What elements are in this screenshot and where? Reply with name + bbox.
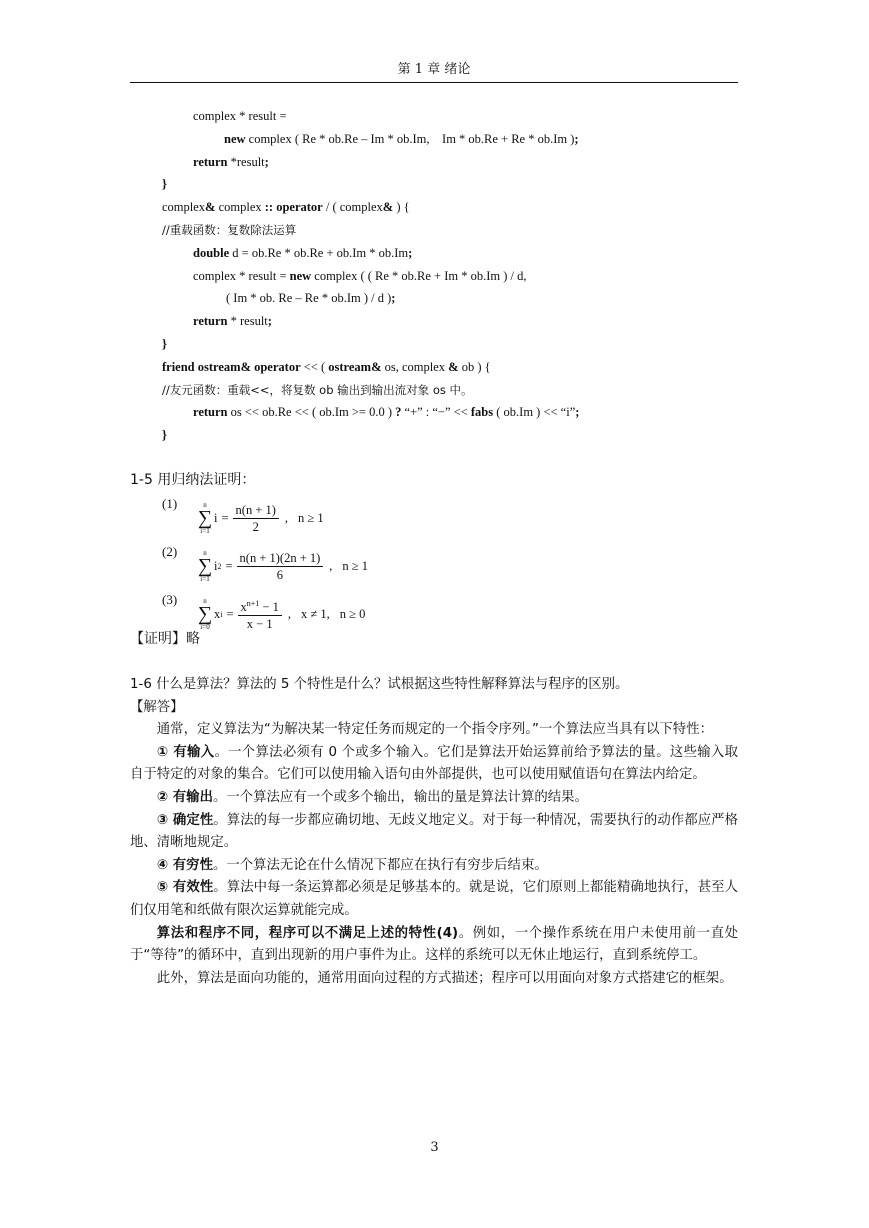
feature-text: 。算法中每一条运算都必须是足够基本的。就是说，它们原则上都能精确地执行，甚至人们仅用笔和纸做有限次运算就能完成。 [130, 880, 738, 918]
code-text: *result [227, 154, 265, 169]
denominator: 6 [276, 567, 284, 582]
formula-label: (2) [162, 544, 178, 559]
code-line [162, 356, 782, 379]
code-keyword: & [382, 200, 394, 215]
code-block [162, 105, 782, 447]
code-keyword: new [289, 268, 312, 283]
code-line [162, 196, 782, 219]
code-line [162, 242, 782, 265]
formula-label: (3) [162, 592, 178, 607]
exponent: i [220, 609, 223, 619]
code-text: os << ob.Re << ( ob.Im >= 0.0 ) [227, 405, 396, 420]
code-line [162, 151, 782, 174]
code-line [162, 265, 782, 288]
code-line [162, 401, 782, 424]
section-title-1-5: 1-5 用归纳法证明： [130, 472, 256, 488]
fraction [238, 596, 282, 632]
code-text: complex ( ( Re * ob.Re + Im * ob.Im ) / d, [311, 268, 527, 283]
code-text: << ( [300, 359, 329, 374]
feature-text: 。一个算法应有一个或多个输出，输出的量是算法计算的结果。 [212, 789, 588, 805]
code-line [162, 173, 782, 196]
code-line [162, 310, 782, 333]
closing-paragraph: 此外，算法是面向功能的，通常用面向过程的方式描述；程序可以用面向对象方式搭建它的框架。 [156, 970, 733, 986]
sum-lower: i=0 [200, 623, 210, 631]
formula-1: (1) n ∑ i=1 i = $\frac{n(n + 1)}{2}$ , n ≥ 1 [162, 496, 324, 535]
code-keyword: return [193, 405, 228, 420]
feature-label: ① 有输入 [156, 744, 215, 760]
sigma-symbol: ∑ [197, 603, 213, 625]
code-line [162, 128, 782, 151]
code-text: d = ob.Re * ob.Re + ob.Im * ob.Im [229, 245, 409, 260]
sigma [198, 597, 212, 631]
feature-label: ③ 确定性 [156, 812, 214, 828]
code-text: complex [162, 200, 206, 215]
code-keyword: ; [267, 314, 272, 329]
code-keyword: ; [264, 154, 269, 169]
sum-lower: i=1 [200, 527, 210, 535]
code-text: * result [227, 314, 268, 329]
code-line [162, 287, 782, 310]
feature-label: ④ 有穷性 [156, 857, 213, 873]
sigma [198, 501, 212, 535]
condition: x ≠ 1, [301, 606, 330, 621]
sum-term: i [214, 510, 218, 525]
chapter-title: 第 1 章 绪论 [397, 62, 471, 77]
feature-effectiveness [130, 877, 738, 922]
code-text: ( Im * ob. Re – Re * ob.Im ) / d ) [226, 291, 392, 306]
code-keyword: ; [574, 131, 579, 146]
sigma-symbol: ∑ [197, 507, 213, 529]
equals: = [221, 510, 229, 525]
section-title-1-6: 1-6 什么是算法？算法的 5 个特性是什么？试根据这些特性解释算法与程序的区别。 [130, 677, 629, 692]
code-keyword: } [162, 177, 167, 192]
code-keyword: } [162, 428, 167, 443]
code-keyword: new [224, 131, 246, 146]
numerator-base: x [240, 600, 247, 615]
sum-term: x [214, 606, 221, 621]
code-text: ob ) { [458, 359, 491, 374]
feature-text: 。一个算法必须有 0 个或多个输入。它们是算法开始运算前给予算法的量。这些输入取自于特定的对象的集合。它们可以使用输入语句由外部提供，也可以使用赋值语句在算法内给定。 [130, 744, 739, 783]
proof-note: 【证明】略 [130, 631, 200, 647]
code-keyword: ; [408, 245, 413, 260]
code-text: complex * result = [193, 268, 290, 283]
formula-list [162, 494, 368, 638]
code-line [162, 105, 782, 128]
answer-label: 【解答】 [130, 699, 184, 715]
code-text: / ( complex [322, 200, 383, 215]
code-keyword: fabs [470, 405, 494, 420]
code-text: complex [215, 200, 265, 215]
feature-label: ② 有输出 [156, 789, 213, 805]
numerator [238, 596, 282, 616]
sigma [198, 549, 212, 583]
emphasis-text: 算法和程序不同，程序可以不满足上述的特性(4) [156, 925, 459, 941]
page-number: 3 [430, 1140, 439, 1155]
code-keyword: return [193, 314, 228, 329]
exponent: 2 [217, 561, 222, 571]
code-keyword: ? [395, 405, 402, 420]
feature-definiteness [130, 810, 738, 855]
code-keyword: ostream& [328, 359, 382, 374]
code-text: ) { [393, 200, 410, 215]
code-keyword: ; [575, 405, 580, 420]
sum-upper: n [203, 549, 207, 557]
denominator: x − 1 [246, 617, 273, 632]
sigma-symbol: ∑ [197, 555, 213, 577]
code-text: complex ( Re * ob.Re – Im * ob.Im, Im * ob.Re + Re * ob.Im ) [245, 131, 575, 146]
formula-2: (2) n ∑ i=1 i 2 = $\frac{n(n + 1)(2n + 1)}{6}$ , n ≥ 1 [162, 544, 369, 583]
formula-label: (1) [162, 496, 178, 511]
code-text: “+” : “−” << [401, 405, 471, 420]
fraction [233, 502, 279, 535]
algorithm-vs-program [130, 923, 738, 968]
fraction [237, 550, 324, 583]
sum-upper: n [203, 501, 207, 509]
code-keyword: ; [391, 291, 396, 306]
code-keyword: friend ostream& operator [162, 359, 301, 374]
section-1-6 [130, 674, 738, 990]
code-keyword: & [448, 359, 459, 374]
equals: = [226, 606, 234, 621]
condition: n ≥ 1 [342, 558, 369, 573]
code-keyword: } [162, 336, 167, 351]
sum-lower: i=1 [200, 575, 210, 583]
code-keyword: operator [276, 200, 323, 215]
code-keyword: & [205, 200, 216, 215]
equals: = [225, 558, 233, 573]
formula-3: (3) n ∑ i=0 x i = $\frac{x^{n+1} - 1}{x - 1}$ , x ≠ 1, n ≥ 0 [162, 592, 366, 632]
numerator-exponent: n+1 [246, 598, 260, 608]
sum-term: i [214, 558, 218, 573]
numerator-rest: − 1 [259, 600, 279, 615]
code-text: os, complex [381, 359, 449, 374]
code-comment: //重载函数：复数除法运算 [162, 222, 297, 237]
code-text: ( ob.Im ) << “i” [493, 405, 576, 420]
feature-text: 。算法的每一步都应确切地、无歧义地定义。对于每一种情况，需要执行的动作都应严格地、清晰地规定。 [130, 812, 738, 851]
sum-upper: n [203, 597, 207, 605]
numerator: n(n + 1) [233, 502, 279, 519]
condition: n ≥ 0 [339, 606, 366, 621]
code-keyword: :: [264, 200, 274, 215]
numerator: n(n + 1)(2n + 1) [237, 550, 324, 567]
paragraph-text: 。例如，一个操作系统在用户未使用前一直处于“等待”的循环中，直到出现新的用户事件为止。这样的系统可以无休止地运行，直到系统停工。 [130, 925, 739, 964]
code-line [162, 424, 782, 447]
feature-text: 。一个算法无论在什么情况下都应在执行有穷步后结束。 [212, 857, 548, 873]
code-comment: //友元函数：重载<<，将复数 ob 输出到输出流对象 os 中。 [162, 382, 473, 397]
intro-paragraph: 通常，定义算法为“为解决某一特定任务而规定的一个指令序列。”一个算法应当具有以下特性： [156, 722, 713, 738]
condition: n ≥ 1 [298, 510, 324, 525]
page-header [130, 60, 738, 83]
feature-finiteness [130, 855, 738, 878]
code-text: complex * result = [193, 109, 287, 123]
code-keyword: return [193, 154, 228, 169]
feature-input [130, 742, 738, 787]
feature-output [130, 787, 738, 810]
code-line [162, 333, 782, 356]
code-keyword: double [193, 245, 230, 260]
denominator: 2 [252, 519, 259, 534]
feature-label: ⑤ 有效性 [156, 880, 214, 896]
